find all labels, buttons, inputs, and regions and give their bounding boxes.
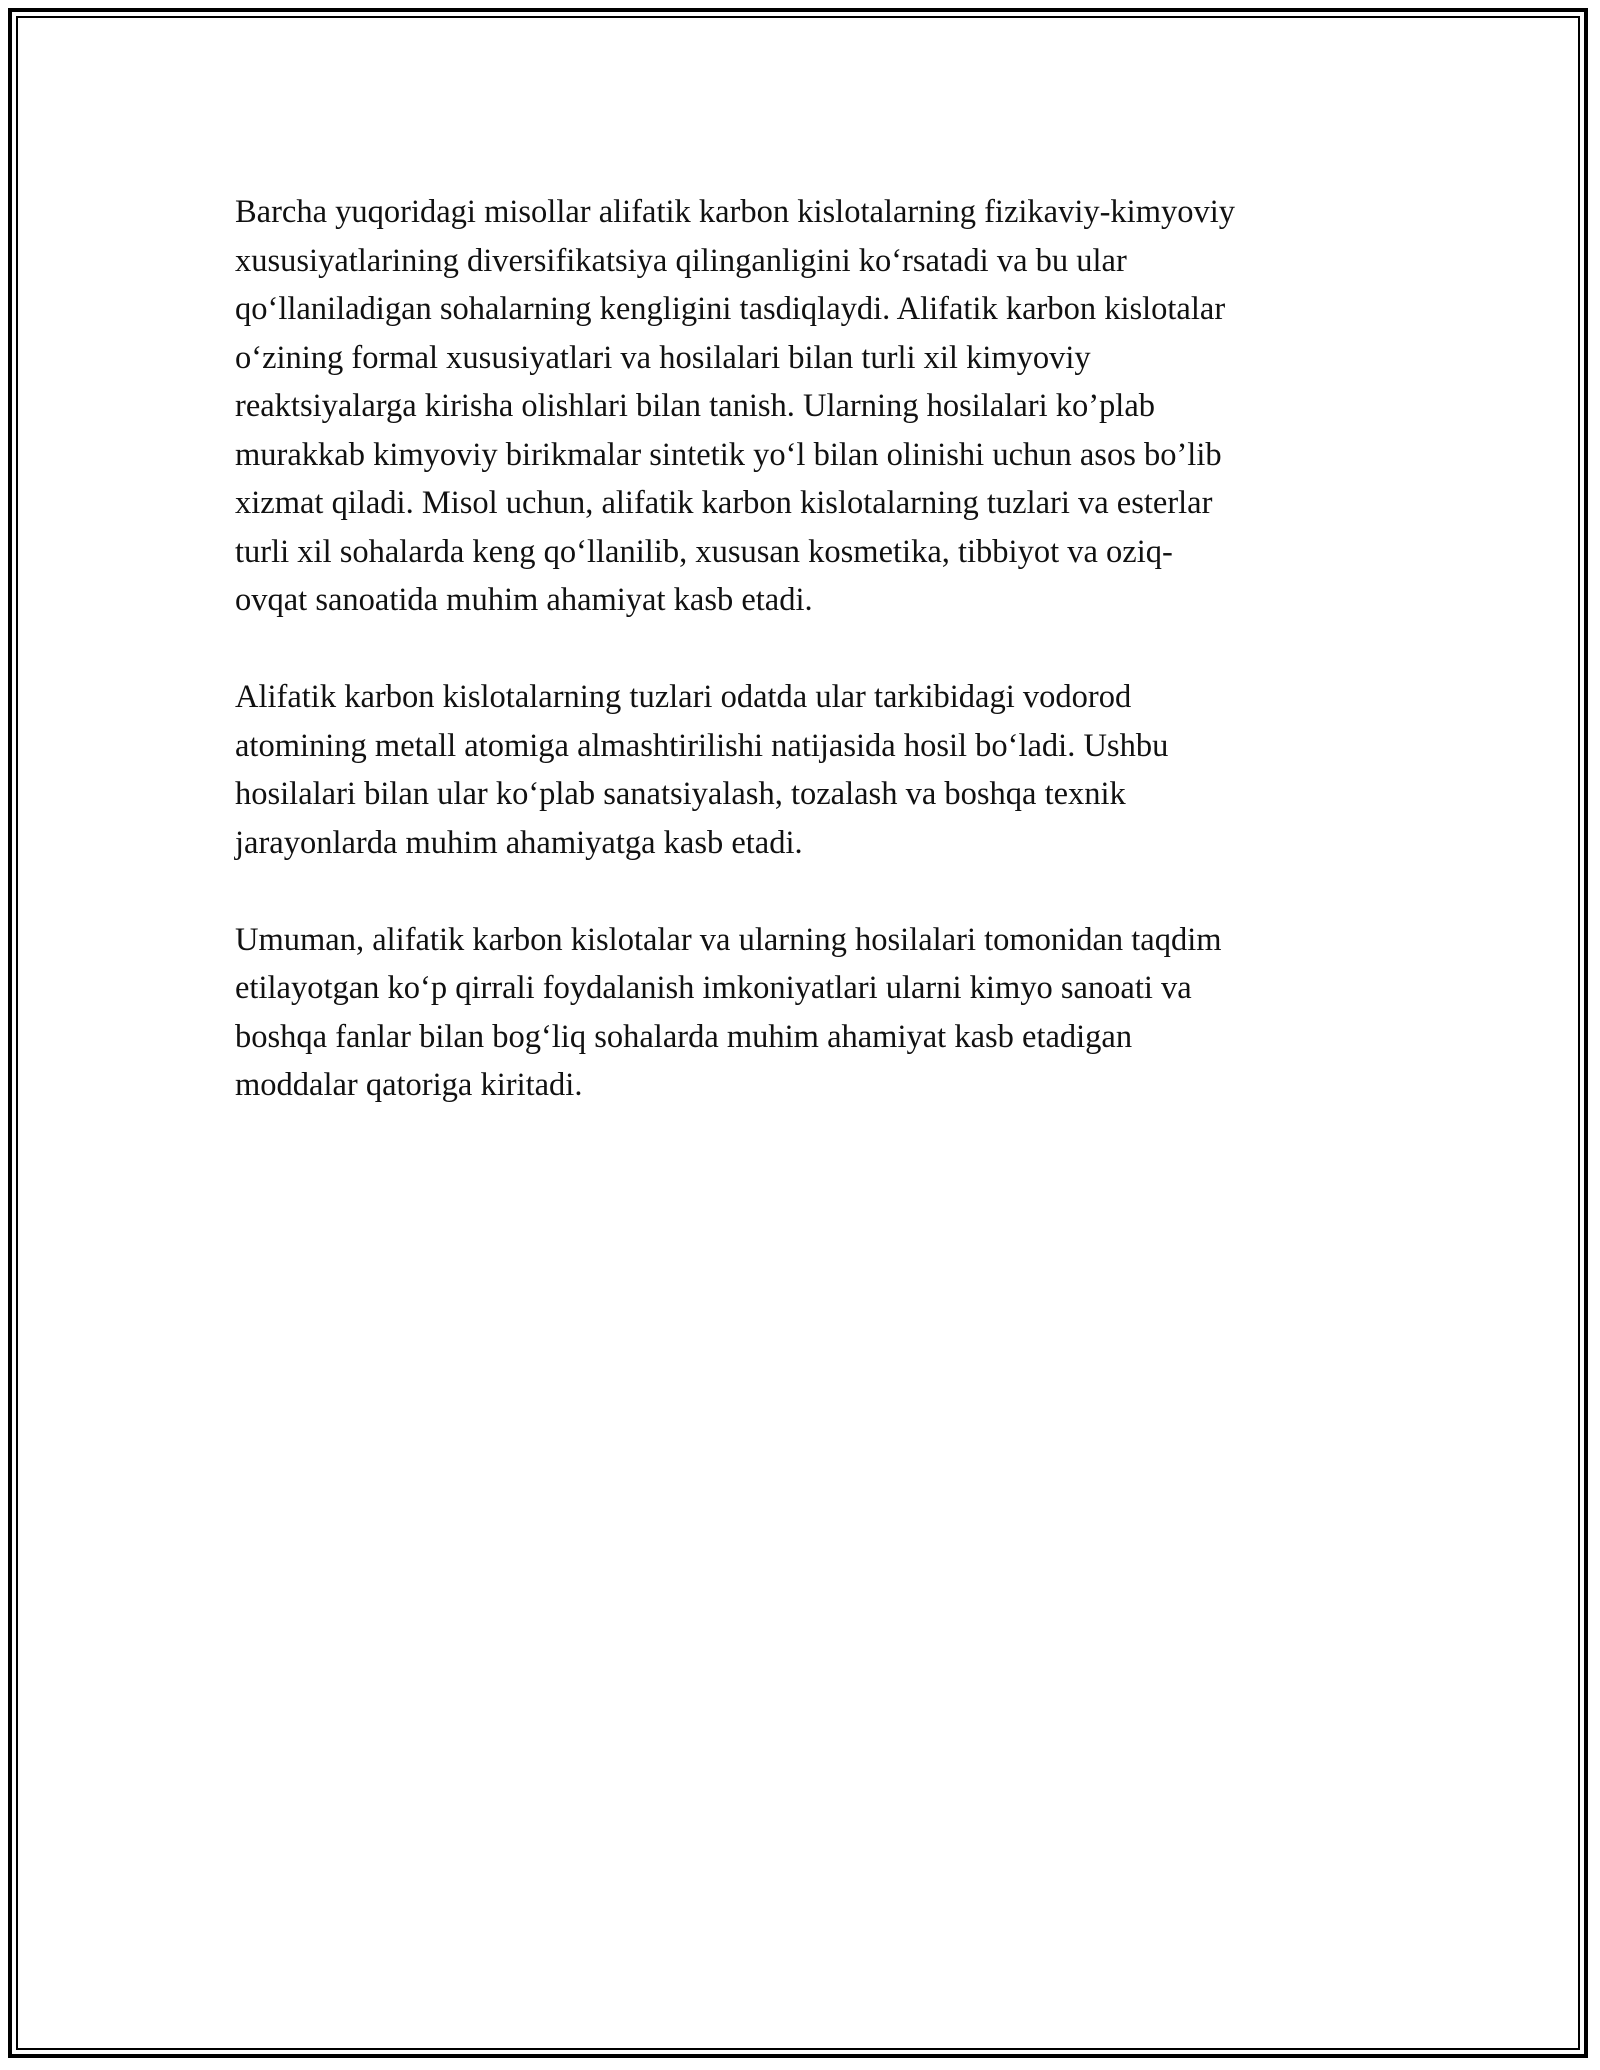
paragraph-3: Umuman, alifatik karbon kislotalar va ularning hosilalari tomonidan taqdim etilayotgan ko‘p qirrali foydalanish imkoniyatlari ularni kimyo sanoati va boshqa fanlar bilan bog‘liq sohalarda muhim ahamiyat kasb etadigan moddalar qatoriga kiritadi.: [235, 921, 1222, 1103]
paragraph-2: Alifatik karbon kislotalarning tuzlari odatda ular tarkibidagi vodorod atomining metall atomiga almashtirilishi natijasida hosil bo‘ladi. Ushbu hosilalari bilan ular ko‘plab sanatsiyalash, tozalash va boshqa texnik jarayonlarda muhim ahamiyatga kasb etadi.: [235, 679, 1169, 861]
paragraph-1: Barcha yuqoridagi misollar alifatik karbon kislotalarning fizikaviy-kimyoviy xususiyatlarining diversifikatsiya qilinganligini ko‘rsatadi va bu ular qo‘llaniladigan sohalarning kengligini tasdiqlaydi. Alifatik karbon kislotalar o‘zining formal xususiyatlari va hosilalari bilan turli xil kimyoviy reaktsiyalarga kirisha olishlari bilan tanish. Ularning hosilalari ko’plab murakkab kimyoviy birikmalar sintetik yo‘l bilan olinishi uchun asos bo’lib xizmat qiladi. Misol uchun, alifatik karbon kislotalarning tuzlari va esterlar turli xil sohalarda keng qo‘llanilib, xususan kosmetika, tibbiyot va oziq- ovqat sanoatida muhim ahamiyat kasb etadi.: [235, 194, 1236, 618]
document-body: [235, 188, 1375, 1158]
